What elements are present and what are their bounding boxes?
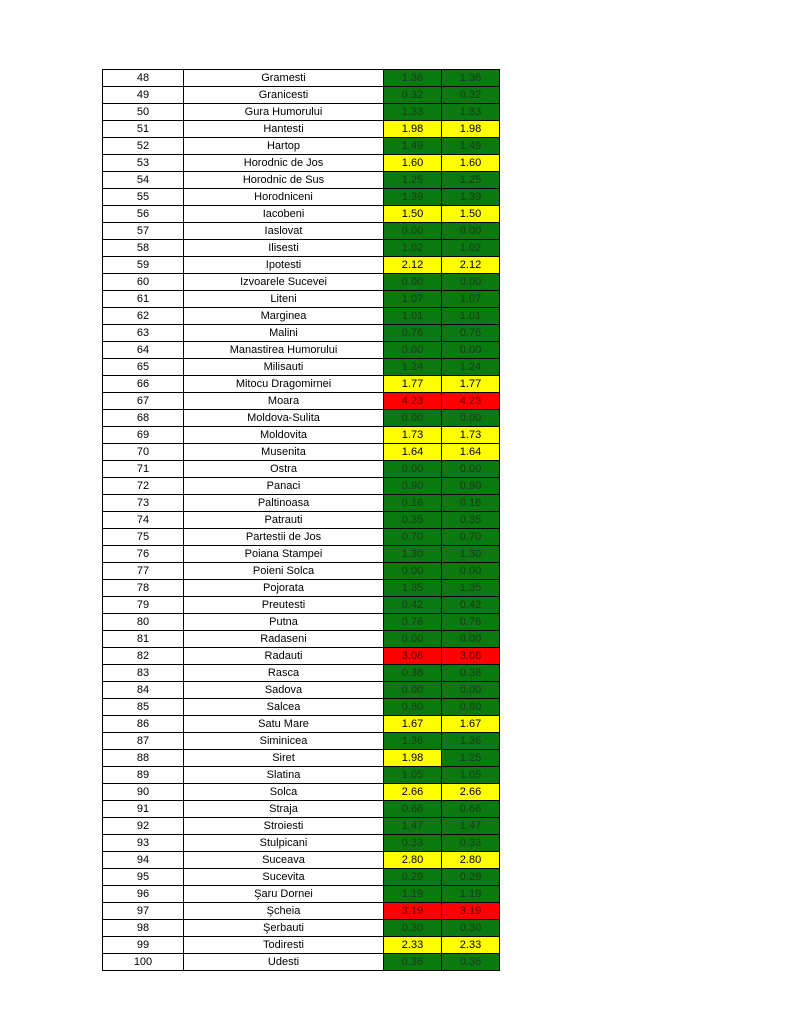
value-cell-1: 0.00 <box>384 223 442 240</box>
table-row <box>103 172 500 189</box>
table-row <box>103 733 500 750</box>
value-cell-2: 1.33 <box>442 104 500 121</box>
value-cell-1: 2.80 <box>384 852 442 869</box>
table-row <box>103 461 500 478</box>
value-cell-1: 0.76 <box>384 325 442 342</box>
locality-name-cell: Poieni Solca <box>184 563 384 580</box>
value-cell-2: 1.02 <box>442 240 500 257</box>
value-cell-1: 1.36 <box>384 70 442 87</box>
value-cell-1: 0.70 <box>384 529 442 546</box>
value-cell-2: 0.00 <box>442 682 500 699</box>
locality-name-cell: Solca <box>184 784 384 801</box>
locality-name-cell: Salcea <box>184 699 384 716</box>
value-cell-2: 0.00 <box>442 410 500 427</box>
locality-name-cell: Malini <box>184 325 384 342</box>
row-number-cell: 69 <box>103 427 184 444</box>
table-row <box>103 495 500 512</box>
table-row <box>103 189 500 206</box>
value-cell-2: 1.35 <box>442 580 500 597</box>
locality-name-cell: Granicesti <box>184 87 384 104</box>
value-cell-1: 1.73 <box>384 427 442 444</box>
value-cell-2: 0.29 <box>442 869 500 886</box>
value-cell-2: 0.36 <box>442 954 500 971</box>
value-cell-2: 0.16 <box>442 495 500 512</box>
table-row <box>103 206 500 223</box>
row-number-cell: 60 <box>103 274 184 291</box>
table-row <box>103 410 500 427</box>
value-cell-2: 1.98 <box>442 121 500 138</box>
row-number-cell: 82 <box>103 648 184 665</box>
table-row <box>103 750 500 767</box>
table-row <box>103 869 500 886</box>
value-cell-2: 0.00 <box>442 631 500 648</box>
value-cell-1: 0.00 <box>384 631 442 648</box>
table-row <box>103 835 500 852</box>
value-cell-2: 0.42 <box>442 597 500 614</box>
value-cell-1: 0.80 <box>384 699 442 716</box>
locality-name-cell: Şaru Dornei <box>184 886 384 903</box>
row-number-cell: 68 <box>103 410 184 427</box>
locality-name-cell: Radaseni <box>184 631 384 648</box>
row-number-cell: 73 <box>103 495 184 512</box>
locality-name-cell: Horodnic de Jos <box>184 155 384 172</box>
value-cell-2: 0.32 <box>442 87 500 104</box>
value-cell-1: 0.00 <box>384 274 442 291</box>
table-row <box>103 359 500 376</box>
value-cell-2: 1.30 <box>442 546 500 563</box>
value-cell-2: 0.38 <box>442 665 500 682</box>
locality-name-cell: Şcheia <box>184 903 384 920</box>
value-cell-2: 1.49 <box>442 138 500 155</box>
locality-name-cell: Radauti <box>184 648 384 665</box>
value-cell-1: 0.00 <box>384 461 442 478</box>
row-number-cell: 74 <box>103 512 184 529</box>
value-cell-2: 0.70 <box>442 529 500 546</box>
value-cell-2: 1.77 <box>442 376 500 393</box>
value-cell-1: 1.47 <box>384 818 442 835</box>
locality-name-cell: Horodniceni <box>184 189 384 206</box>
row-number-cell: 87 <box>103 733 184 750</box>
table-row <box>103 87 500 104</box>
locality-name-cell: Stroiesti <box>184 818 384 835</box>
locality-name-cell: Moldova-Sulita <box>184 410 384 427</box>
locality-name-cell: Ilisesti <box>184 240 384 257</box>
table-body <box>103 70 500 971</box>
locality-name-cell: Manastirea Humorului <box>184 342 384 359</box>
locality-name-cell: Iacobeni <box>184 206 384 223</box>
value-cell-1: 0.33 <box>384 835 442 852</box>
locality-name-cell: Udesti <box>184 954 384 971</box>
table-row <box>103 597 500 614</box>
value-cell-1: 1.07 <box>384 291 442 308</box>
value-cell-2: 1.01 <box>442 308 500 325</box>
table-row <box>103 274 500 291</box>
row-number-cell: 51 <box>103 121 184 138</box>
value-cell-1: 1.01 <box>384 308 442 325</box>
value-cell-1: 1.67 <box>384 716 442 733</box>
locality-name-cell: Horodnic de Sus <box>184 172 384 189</box>
value-cell-1: 0.00 <box>384 682 442 699</box>
value-cell-2: 3.08 <box>442 648 500 665</box>
value-cell-1: 1.19 <box>384 886 442 903</box>
value-cell-2: 1.36 <box>442 733 500 750</box>
table-row <box>103 121 500 138</box>
locality-name-cell: Musenita <box>184 444 384 461</box>
locality-name-cell: Moldovita <box>184 427 384 444</box>
value-cell-2: 1.36 <box>442 70 500 87</box>
value-cell-2: 1.67 <box>442 716 500 733</box>
locality-name-cell: Moara <box>184 393 384 410</box>
row-number-cell: 53 <box>103 155 184 172</box>
locality-name-cell: Rasca <box>184 665 384 682</box>
table-row <box>103 223 500 240</box>
row-number-cell: 58 <box>103 240 184 257</box>
table-row <box>103 291 500 308</box>
locality-name-cell: Hantesti <box>184 121 384 138</box>
row-number-cell: 59 <box>103 257 184 274</box>
table-row <box>103 665 500 682</box>
value-cell-2: 2.80 <box>442 852 500 869</box>
row-number-cell: 62 <box>103 308 184 325</box>
table-row <box>103 682 500 699</box>
value-cell-1: 1.98 <box>384 750 442 767</box>
value-cell-2: 1.24 <box>442 359 500 376</box>
value-cell-2: 1.25 <box>442 172 500 189</box>
locality-name-cell: Hartop <box>184 138 384 155</box>
value-cell-2: 0.00 <box>442 223 500 240</box>
value-cell-1: 1.77 <box>384 376 442 393</box>
row-number-cell: 64 <box>103 342 184 359</box>
row-number-cell: 98 <box>103 920 184 937</box>
value-cell-1: 1.98 <box>384 121 442 138</box>
table-row <box>103 767 500 784</box>
locality-name-cell: Marginea <box>184 308 384 325</box>
value-cell-1: 1.33 <box>384 104 442 121</box>
value-cell-1: 4.23 <box>384 393 442 410</box>
locality-name-cell: Slatina <box>184 767 384 784</box>
table-row <box>103 138 500 155</box>
row-number-cell: 83 <box>103 665 184 682</box>
value-cell-2: 1.60 <box>442 155 500 172</box>
value-cell-1: 0.16 <box>384 495 442 512</box>
row-number-cell: 72 <box>103 478 184 495</box>
value-cell-2: 0.90 <box>442 478 500 495</box>
value-cell-1: 0.66 <box>384 801 442 818</box>
value-cell-2: 0.76 <box>442 614 500 631</box>
row-number-cell: 70 <box>103 444 184 461</box>
value-cell-1: 0.30 <box>384 920 442 937</box>
value-cell-2: 0.30 <box>442 920 500 937</box>
table-row <box>103 852 500 869</box>
table-row <box>103 104 500 121</box>
row-number-cell: 66 <box>103 376 184 393</box>
value-cell-1: 1.50 <box>384 206 442 223</box>
locality-name-cell: Sucevita <box>184 869 384 886</box>
incidence-table <box>102 69 500 971</box>
value-cell-2: 1.07 <box>442 291 500 308</box>
locality-name-cell: Preutesti <box>184 597 384 614</box>
table-row <box>103 512 500 529</box>
table-row <box>103 954 500 971</box>
value-cell-2: 0.66 <box>442 801 500 818</box>
row-number-cell: 49 <box>103 87 184 104</box>
locality-name-cell: Ostra <box>184 461 384 478</box>
value-cell-2: 1.39 <box>442 189 500 206</box>
row-number-cell: 57 <box>103 223 184 240</box>
value-cell-1: 0.00 <box>384 342 442 359</box>
value-cell-2: 2.12 <box>442 257 500 274</box>
row-number-cell: 90 <box>103 784 184 801</box>
locality-name-cell: Putna <box>184 614 384 631</box>
row-number-cell: 48 <box>103 70 184 87</box>
row-number-cell: 81 <box>103 631 184 648</box>
locality-name-cell: Ipotesti <box>184 257 384 274</box>
value-cell-1: 0.42 <box>384 597 442 614</box>
value-cell-1: 3.08 <box>384 648 442 665</box>
locality-name-cell: Suceava <box>184 852 384 869</box>
locality-name-cell: Partestii de Jos <box>184 529 384 546</box>
value-cell-2: 3.19 <box>442 903 500 920</box>
row-number-cell: 76 <box>103 546 184 563</box>
locality-name-cell: Izvoarele Sucevei <box>184 274 384 291</box>
row-number-cell: 93 <box>103 835 184 852</box>
value-cell-2: 0.00 <box>442 342 500 359</box>
row-number-cell: 79 <box>103 597 184 614</box>
locality-name-cell: Şerbauti <box>184 920 384 937</box>
locality-name-cell: Todiresti <box>184 937 384 954</box>
row-number-cell: 84 <box>103 682 184 699</box>
row-number-cell: 89 <box>103 767 184 784</box>
locality-name-cell: Sadova <box>184 682 384 699</box>
row-number-cell: 50 <box>103 104 184 121</box>
value-cell-1: 1.36 <box>384 733 442 750</box>
value-cell-1: 2.33 <box>384 937 442 954</box>
row-number-cell: 96 <box>103 886 184 903</box>
table-row <box>103 716 500 733</box>
table-row <box>103 614 500 631</box>
table-row <box>103 937 500 954</box>
locality-name-cell: Satu Mare <box>184 716 384 733</box>
table-row <box>103 699 500 716</box>
value-cell-1: 0.76 <box>384 614 442 631</box>
row-number-cell: 75 <box>103 529 184 546</box>
value-cell-2: 1.50 <box>442 206 500 223</box>
value-cell-1: 1.35 <box>384 580 442 597</box>
value-cell-2: 0.00 <box>442 563 500 580</box>
table-row <box>103 784 500 801</box>
table-row <box>103 257 500 274</box>
value-cell-1: 0.90 <box>384 478 442 495</box>
value-cell-1: 1.60 <box>384 155 442 172</box>
row-number-cell: 80 <box>103 614 184 631</box>
table-row <box>103 444 500 461</box>
value-cell-1: 2.12 <box>384 257 442 274</box>
row-number-cell: 100 <box>103 954 184 971</box>
table-row <box>103 393 500 410</box>
value-cell-2: 2.33 <box>442 937 500 954</box>
value-cell-1: 0.00 <box>384 563 442 580</box>
table-row <box>103 325 500 342</box>
row-number-cell: 55 <box>103 189 184 206</box>
value-cell-2: 1.64 <box>442 444 500 461</box>
value-cell-1: 0.29 <box>384 869 442 886</box>
locality-name-cell: Poiana Stampei <box>184 546 384 563</box>
row-number-cell: 88 <box>103 750 184 767</box>
locality-name-cell: Siret <box>184 750 384 767</box>
value-cell-1: 1.02 <box>384 240 442 257</box>
value-cell-1: 0.00 <box>384 410 442 427</box>
table-row <box>103 920 500 937</box>
value-cell-1: 1.39 <box>384 189 442 206</box>
value-cell-2: 0.80 <box>442 699 500 716</box>
value-cell-1: 0.38 <box>384 665 442 682</box>
row-number-cell: 86 <box>103 716 184 733</box>
table-row <box>103 886 500 903</box>
value-cell-2: 4.23 <box>442 393 500 410</box>
locality-name-cell: Gura Humorului <box>184 104 384 121</box>
locality-name-cell: Siminicea <box>184 733 384 750</box>
value-cell-1: 3.19 <box>384 903 442 920</box>
row-number-cell: 56 <box>103 206 184 223</box>
row-number-cell: 91 <box>103 801 184 818</box>
value-cell-1: 1.30 <box>384 546 442 563</box>
value-cell-2: 1.25 <box>442 750 500 767</box>
value-cell-2: 1.47 <box>442 818 500 835</box>
table-row <box>103 240 500 257</box>
row-number-cell: 92 <box>103 818 184 835</box>
value-cell-2: 1.73 <box>442 427 500 444</box>
table-row <box>103 529 500 546</box>
locality-name-cell: Stulpicani <box>184 835 384 852</box>
value-cell-1: 0.32 <box>384 87 442 104</box>
value-cell-1: 2.66 <box>384 784 442 801</box>
locality-name-cell: Iaslovat <box>184 223 384 240</box>
table-row <box>103 427 500 444</box>
table-row <box>103 818 500 835</box>
row-number-cell: 77 <box>103 563 184 580</box>
table-row <box>103 648 500 665</box>
value-cell-2: 0.00 <box>442 274 500 291</box>
row-number-cell: 99 <box>103 937 184 954</box>
value-cell-1: 1.64 <box>384 444 442 461</box>
row-number-cell: 95 <box>103 869 184 886</box>
table-row <box>103 631 500 648</box>
locality-name-cell: Liteni <box>184 291 384 308</box>
row-number-cell: 52 <box>103 138 184 155</box>
row-number-cell: 85 <box>103 699 184 716</box>
locality-name-cell: Pojorata <box>184 580 384 597</box>
value-cell-1: 1.05 <box>384 767 442 784</box>
value-cell-1: 0.36 <box>384 954 442 971</box>
table-row <box>103 70 500 87</box>
value-cell-2: 1.05 <box>442 767 500 784</box>
row-number-cell: 63 <box>103 325 184 342</box>
table-row <box>103 342 500 359</box>
value-cell-1: 0.35 <box>384 512 442 529</box>
value-cell-2: 0.76 <box>442 325 500 342</box>
table-row <box>103 580 500 597</box>
row-number-cell: 61 <box>103 291 184 308</box>
locality-name-cell: Milisauti <box>184 359 384 376</box>
locality-name-cell: Panaci <box>184 478 384 495</box>
table-row <box>103 478 500 495</box>
table-row <box>103 308 500 325</box>
row-number-cell: 78 <box>103 580 184 597</box>
locality-name-cell: Patrauti <box>184 512 384 529</box>
locality-name-cell: Paltinoasa <box>184 495 384 512</box>
locality-name-cell: Straja <box>184 801 384 818</box>
table-row <box>103 563 500 580</box>
row-number-cell: 54 <box>103 172 184 189</box>
table-row <box>103 155 500 172</box>
value-cell-2: 1.19 <box>442 886 500 903</box>
value-cell-2: 0.00 <box>442 461 500 478</box>
value-cell-1: 1.49 <box>384 138 442 155</box>
value-cell-1: 1.24 <box>384 359 442 376</box>
value-cell-2: 2.66 <box>442 784 500 801</box>
table-row <box>103 546 500 563</box>
value-cell-2: 0.35 <box>442 512 500 529</box>
row-number-cell: 94 <box>103 852 184 869</box>
locality-name-cell: Gramesti <box>184 70 384 87</box>
value-cell-1: 1.25 <box>384 172 442 189</box>
row-number-cell: 67 <box>103 393 184 410</box>
table-row <box>103 903 500 920</box>
locality-name-cell: Mitocu Dragomirnei <box>184 376 384 393</box>
value-cell-2: 0.33 <box>442 835 500 852</box>
row-number-cell: 97 <box>103 903 184 920</box>
row-number-cell: 65 <box>103 359 184 376</box>
row-number-cell: 71 <box>103 461 184 478</box>
table-row <box>103 801 500 818</box>
table-row <box>103 376 500 393</box>
